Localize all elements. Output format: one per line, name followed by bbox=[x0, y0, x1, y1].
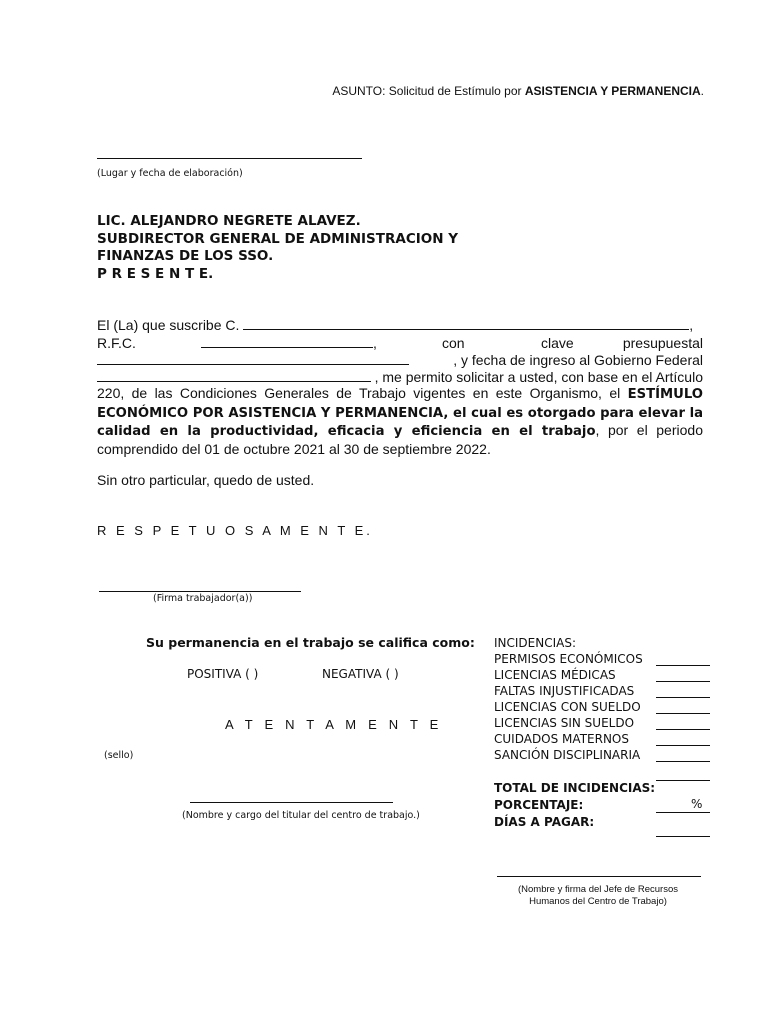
incident-item: LICENCIAS SIN SUELDO bbox=[494, 716, 635, 730]
body-p2: , por el periodo comprendido del 01 de octubre 2021 al 30 de septiembre 2022. bbox=[97, 422, 703, 457]
incident-blank[interactable] bbox=[656, 761, 710, 762]
body-row-ingreso bbox=[97, 352, 703, 368]
subject-suffix: . bbox=[700, 84, 704, 98]
percentage-blank[interactable] bbox=[656, 812, 710, 813]
hr-label-line2: Humanos del Centro de Trabajo) bbox=[529, 896, 667, 907]
incident-item: CUIDADOS MATERNOS bbox=[494, 732, 629, 746]
body-paragraph bbox=[97, 385, 703, 458]
closing-text: Sin otro particular, quedo de usted. bbox=[97, 472, 315, 488]
permito-text: , me permito solicitar a usted, con base en el Artículo bbox=[374, 369, 703, 385]
percentage-label: PORCENTAJE: bbox=[494, 798, 584, 812]
incidents-list bbox=[494, 635, 643, 763]
body-b1: ESTÍMULO ECONÓMICO POR ASISTENCIA Y PERMANENCIA bbox=[97, 387, 703, 421]
atentamente: A T E N T A M E N T E bbox=[225, 717, 443, 732]
body-p1: 220, de las Condiciones Generales de Trabajo vigentes en este Organismo, el bbox=[97, 385, 628, 401]
comma: , bbox=[689, 317, 694, 333]
place-date-label: (Lugar y fecha de elaboración) bbox=[97, 168, 243, 179]
qualification-title: Su permanencia en el trabajo se califica como: bbox=[146, 635, 475, 650]
presente: P R E S E N T E. bbox=[97, 265, 214, 282]
positive-option[interactable]: POSITIVA ( ) bbox=[187, 667, 259, 681]
clave-word: clave bbox=[541, 335, 574, 351]
incident-item: LICENCIAS MÉDICAS bbox=[494, 668, 616, 682]
incident-blank[interactable] bbox=[656, 681, 710, 682]
incident-blank[interactable] bbox=[656, 697, 710, 698]
place-date-line bbox=[97, 158, 362, 159]
seal-label: (sello) bbox=[104, 750, 134, 761]
hr-signature-line bbox=[497, 876, 701, 877]
fecha-blank bbox=[97, 369, 371, 382]
incident-item: PERMISOS ECONÓMICOS bbox=[494, 652, 643, 666]
subject-bold: ASISTENCIA Y PERMANENCIA bbox=[524, 84, 701, 98]
total-blank[interactable] bbox=[656, 780, 710, 781]
suscribe-text: El (La) que suscribe C. bbox=[97, 317, 240, 333]
respetuosamente: R E S P E T U O S A M E N T E. bbox=[97, 523, 373, 538]
subject-line bbox=[332, 84, 704, 98]
body-row-suscribe bbox=[97, 317, 703, 333]
worker-signature-label: (Firma trabajador(a)) bbox=[153, 593, 253, 604]
addressee-name: LIC. ALEJANDRO NEGRETE ALAVEZ. bbox=[97, 213, 361, 229]
rfc-blank bbox=[201, 335, 373, 348]
hr-signature-label bbox=[495, 884, 701, 908]
titular-label: (Nombre y cargo del titular del centro de trabajo.) bbox=[182, 810, 420, 821]
percent-sign: % bbox=[691, 797, 703, 811]
hr-label-line1: (Nombre y firma del Jefe de Recursos bbox=[518, 884, 678, 895]
incident-item: LICENCIAS CON SUELDO bbox=[494, 700, 641, 714]
body-row-permito bbox=[97, 369, 703, 385]
days-blank[interactable] bbox=[656, 836, 710, 837]
titular-signature-line bbox=[190, 802, 393, 803]
totals-block bbox=[494, 780, 655, 831]
fecha-ingreso-text: , y fecha de ingreso al Gobierno Federal bbox=[453, 352, 703, 368]
body-b2: , el cual es otorgado para elevar la calidad en la productividad, eficacia y eficiencia en el trabajo bbox=[97, 405, 703, 439]
incident-blank[interactable] bbox=[656, 745, 710, 746]
subject-prefix: ASUNTO: Solicitud de Estímulo por bbox=[332, 84, 525, 98]
incident-blank[interactable] bbox=[656, 665, 710, 666]
con-word: con bbox=[442, 335, 465, 351]
total-incidents-label: TOTAL DE INCIDENCIAS: bbox=[494, 781, 656, 795]
incidents-header: INCIDENCIAS: bbox=[494, 636, 577, 650]
rfc-comma: , bbox=[373, 335, 377, 351]
incident-item: FALTAS INJUSTIFICADAS bbox=[494, 684, 635, 698]
addressee-block bbox=[97, 213, 458, 283]
name-blank bbox=[243, 317, 689, 330]
incident-blank[interactable] bbox=[656, 729, 710, 730]
worker-signature-line bbox=[99, 591, 301, 592]
rfc-label: R.F.C. bbox=[97, 335, 136, 351]
clave-blank bbox=[97, 352, 409, 365]
presupuestal-word: presupuestal bbox=[622, 335, 703, 351]
negative-option[interactable]: NEGATIVA ( ) bbox=[322, 667, 399, 681]
addressee-title-cont: FINANZAS DE LOS SSO. bbox=[97, 248, 274, 264]
incident-item: SANCIÓN DISCIPLINARIA bbox=[494, 748, 641, 762]
days-to-pay-label: DÍAS A PAGAR: bbox=[494, 815, 595, 829]
incident-blank[interactable] bbox=[656, 713, 710, 714]
addressee-title: SUBDIRECTOR GENERAL DE ADMINISTRACION Y bbox=[97, 230, 458, 247]
